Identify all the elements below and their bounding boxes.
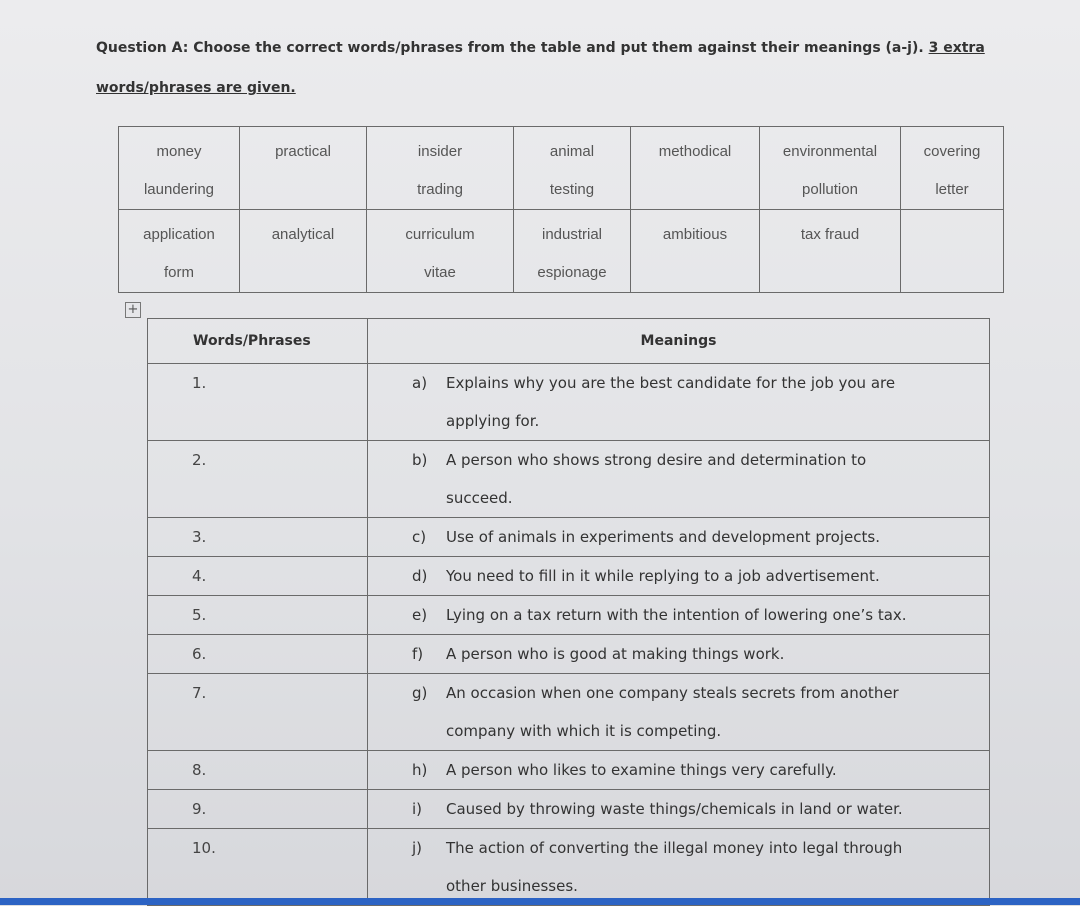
word-bank-cell — [119, 210, 240, 293]
row-number: 4. — [192, 567, 207, 585]
word-bank-cell — [367, 210, 514, 293]
row-number: 7. — [192, 684, 207, 702]
table-row — [148, 751, 990, 790]
question-line-1: Question A: Choose the correct words/phrases from the table and put them against their meanings (a-j). — [96, 40, 924, 56]
word-bank-row — [119, 127, 1004, 210]
word-bank-word: vitae — [424, 264, 456, 281]
row-number: 6. — [192, 645, 207, 663]
meaning-letter: i) — [412, 800, 423, 818]
word-bank-word: covering — [923, 143, 981, 160]
table-row — [148, 557, 990, 596]
word-bank-cell — [631, 127, 760, 210]
table-row — [148, 674, 990, 751]
answer-cell[interactable] — [148, 635, 368, 674]
answer-cell[interactable] — [148, 518, 368, 557]
word-bank-word: animal — [549, 143, 595, 160]
answer-cell[interactable] — [148, 441, 368, 518]
word-bank-cell — [240, 127, 367, 210]
table-row — [148, 596, 990, 635]
word-bank-word: espionage — [537, 264, 607, 281]
word-bank-word: practical — [275, 143, 331, 160]
meaning-cell — [368, 596, 990, 635]
meaning-cell — [368, 364, 990, 441]
meaning-text: The action of converting the illegal money into legal through — [446, 839, 903, 857]
table-row — [148, 635, 990, 674]
meaning-text: A person who shows strong desire and determination to — [446, 451, 867, 469]
answer-cell[interactable] — [148, 596, 368, 635]
answer-cell[interactable] — [148, 364, 368, 441]
meaning-cell — [368, 751, 990, 790]
meaning-letter: a) — [412, 374, 428, 392]
table-row — [148, 364, 990, 441]
word-bank-cell — [367, 127, 514, 210]
word-bank-cell — [119, 127, 240, 210]
meaning-letter: b) — [412, 451, 428, 469]
word-bank-word: methodical — [658, 143, 732, 160]
word-bank-word: trading — [417, 181, 463, 198]
answer-cell[interactable] — [148, 557, 368, 596]
table-row — [148, 790, 990, 829]
meaning-text: Caused by throwing waste things/chemicals in land or water. — [446, 800, 903, 818]
meaning-cell — [368, 674, 990, 751]
word-bank-word — [905, 216, 999, 254]
meaning-cell — [368, 557, 990, 596]
word-bank-word: insider — [417, 143, 463, 160]
word-bank-cell — [760, 210, 901, 293]
table-row — [148, 829, 990, 906]
word-bank-word: form — [164, 264, 194, 281]
meaning-letter: g) — [412, 684, 428, 702]
row-number: 2. — [192, 451, 207, 469]
row-number: 10. — [192, 839, 216, 857]
word-bank-word: pollution — [802, 181, 858, 198]
word-bank-cell — [514, 127, 631, 210]
meaning-cell — [368, 441, 990, 518]
table-row — [148, 441, 990, 518]
meaning-letter: e) — [412, 606, 428, 624]
meaning-text: A person who likes to examine things very carefully. — [446, 761, 837, 779]
meaning-letter: h) — [412, 761, 428, 779]
word-bank-cell — [240, 210, 367, 293]
word-bank-cell — [631, 210, 760, 293]
word-bank-word: curriculum — [405, 226, 475, 243]
question-text — [96, 28, 1056, 108]
meaning-cell — [368, 790, 990, 829]
word-bank-word: application — [143, 226, 215, 243]
word-bank-word: letter — [935, 181, 969, 198]
meanings-header: Meanings — [368, 319, 990, 364]
meaning-cell — [368, 829, 990, 906]
meaning-cell — [368, 635, 990, 674]
word-bank-word: testing — [549, 181, 595, 198]
answer-cell[interactable] — [148, 829, 368, 906]
word-bank-row — [119, 210, 1004, 293]
word-bank-cell — [760, 127, 901, 210]
screen-bottom-bar — [0, 898, 1080, 905]
meaning-letter: f) — [412, 645, 424, 663]
answer-cell[interactable] — [148, 751, 368, 790]
word-bank-word: money — [156, 143, 202, 160]
question-line-2: words/phrases are given. — [96, 80, 296, 96]
word-bank-cell — [514, 210, 631, 293]
row-number: 3. — [192, 528, 207, 546]
meaning-cell — [368, 518, 990, 557]
meaning-text: Lying on a tax return with the intention of lowering one’s tax. — [446, 606, 907, 624]
word-bank-word: tax fraud — [800, 226, 860, 243]
table-move-handle-icon[interactable]: + — [125, 302, 141, 318]
word-bank-word: ambitious — [662, 226, 728, 243]
word-bank-word: laundering — [143, 181, 215, 198]
meaning-text: company with which it is competing. — [446, 722, 722, 740]
words-phrases-header: Words/Phrases — [148, 319, 368, 364]
meaning-text: succeed. — [446, 489, 513, 507]
meaning-text: You need to fill in it while replying to a job advertisement. — [446, 567, 880, 585]
meaning-text: applying for. — [446, 412, 540, 430]
word-bank-cell — [901, 210, 1004, 293]
extra-note: 3 extra — [928, 40, 985, 56]
word-bank-table — [118, 126, 1004, 293]
word-bank-cell — [901, 127, 1004, 210]
meaning-text: other businesses. — [446, 877, 578, 895]
answer-cell[interactable] — [148, 674, 368, 751]
meaning-text: A person who is good at making things work. — [446, 645, 785, 663]
word-bank-word: industrial — [541, 226, 603, 243]
meaning-text: An occasion when one company steals secrets from another — [446, 684, 899, 702]
word-bank-word: environmental — [782, 143, 878, 160]
row-number: 5. — [192, 606, 207, 624]
row-number: 9. — [192, 800, 207, 818]
meaning-text: Explains why you are the best candidate for the job you are — [446, 374, 896, 392]
meaning-letter: d) — [412, 567, 428, 585]
answer-cell[interactable] — [148, 790, 368, 829]
meaning-letter: j) — [412, 839, 423, 857]
row-number: 1. — [192, 374, 207, 392]
matching-table — [147, 318, 990, 906]
row-number: 8. — [192, 761, 207, 779]
word-bank-word: analytical — [271, 226, 335, 243]
meaning-letter: c) — [412, 528, 427, 546]
table-row — [148, 518, 990, 557]
meaning-text: Use of animals in experiments and development projects. — [446, 528, 880, 546]
